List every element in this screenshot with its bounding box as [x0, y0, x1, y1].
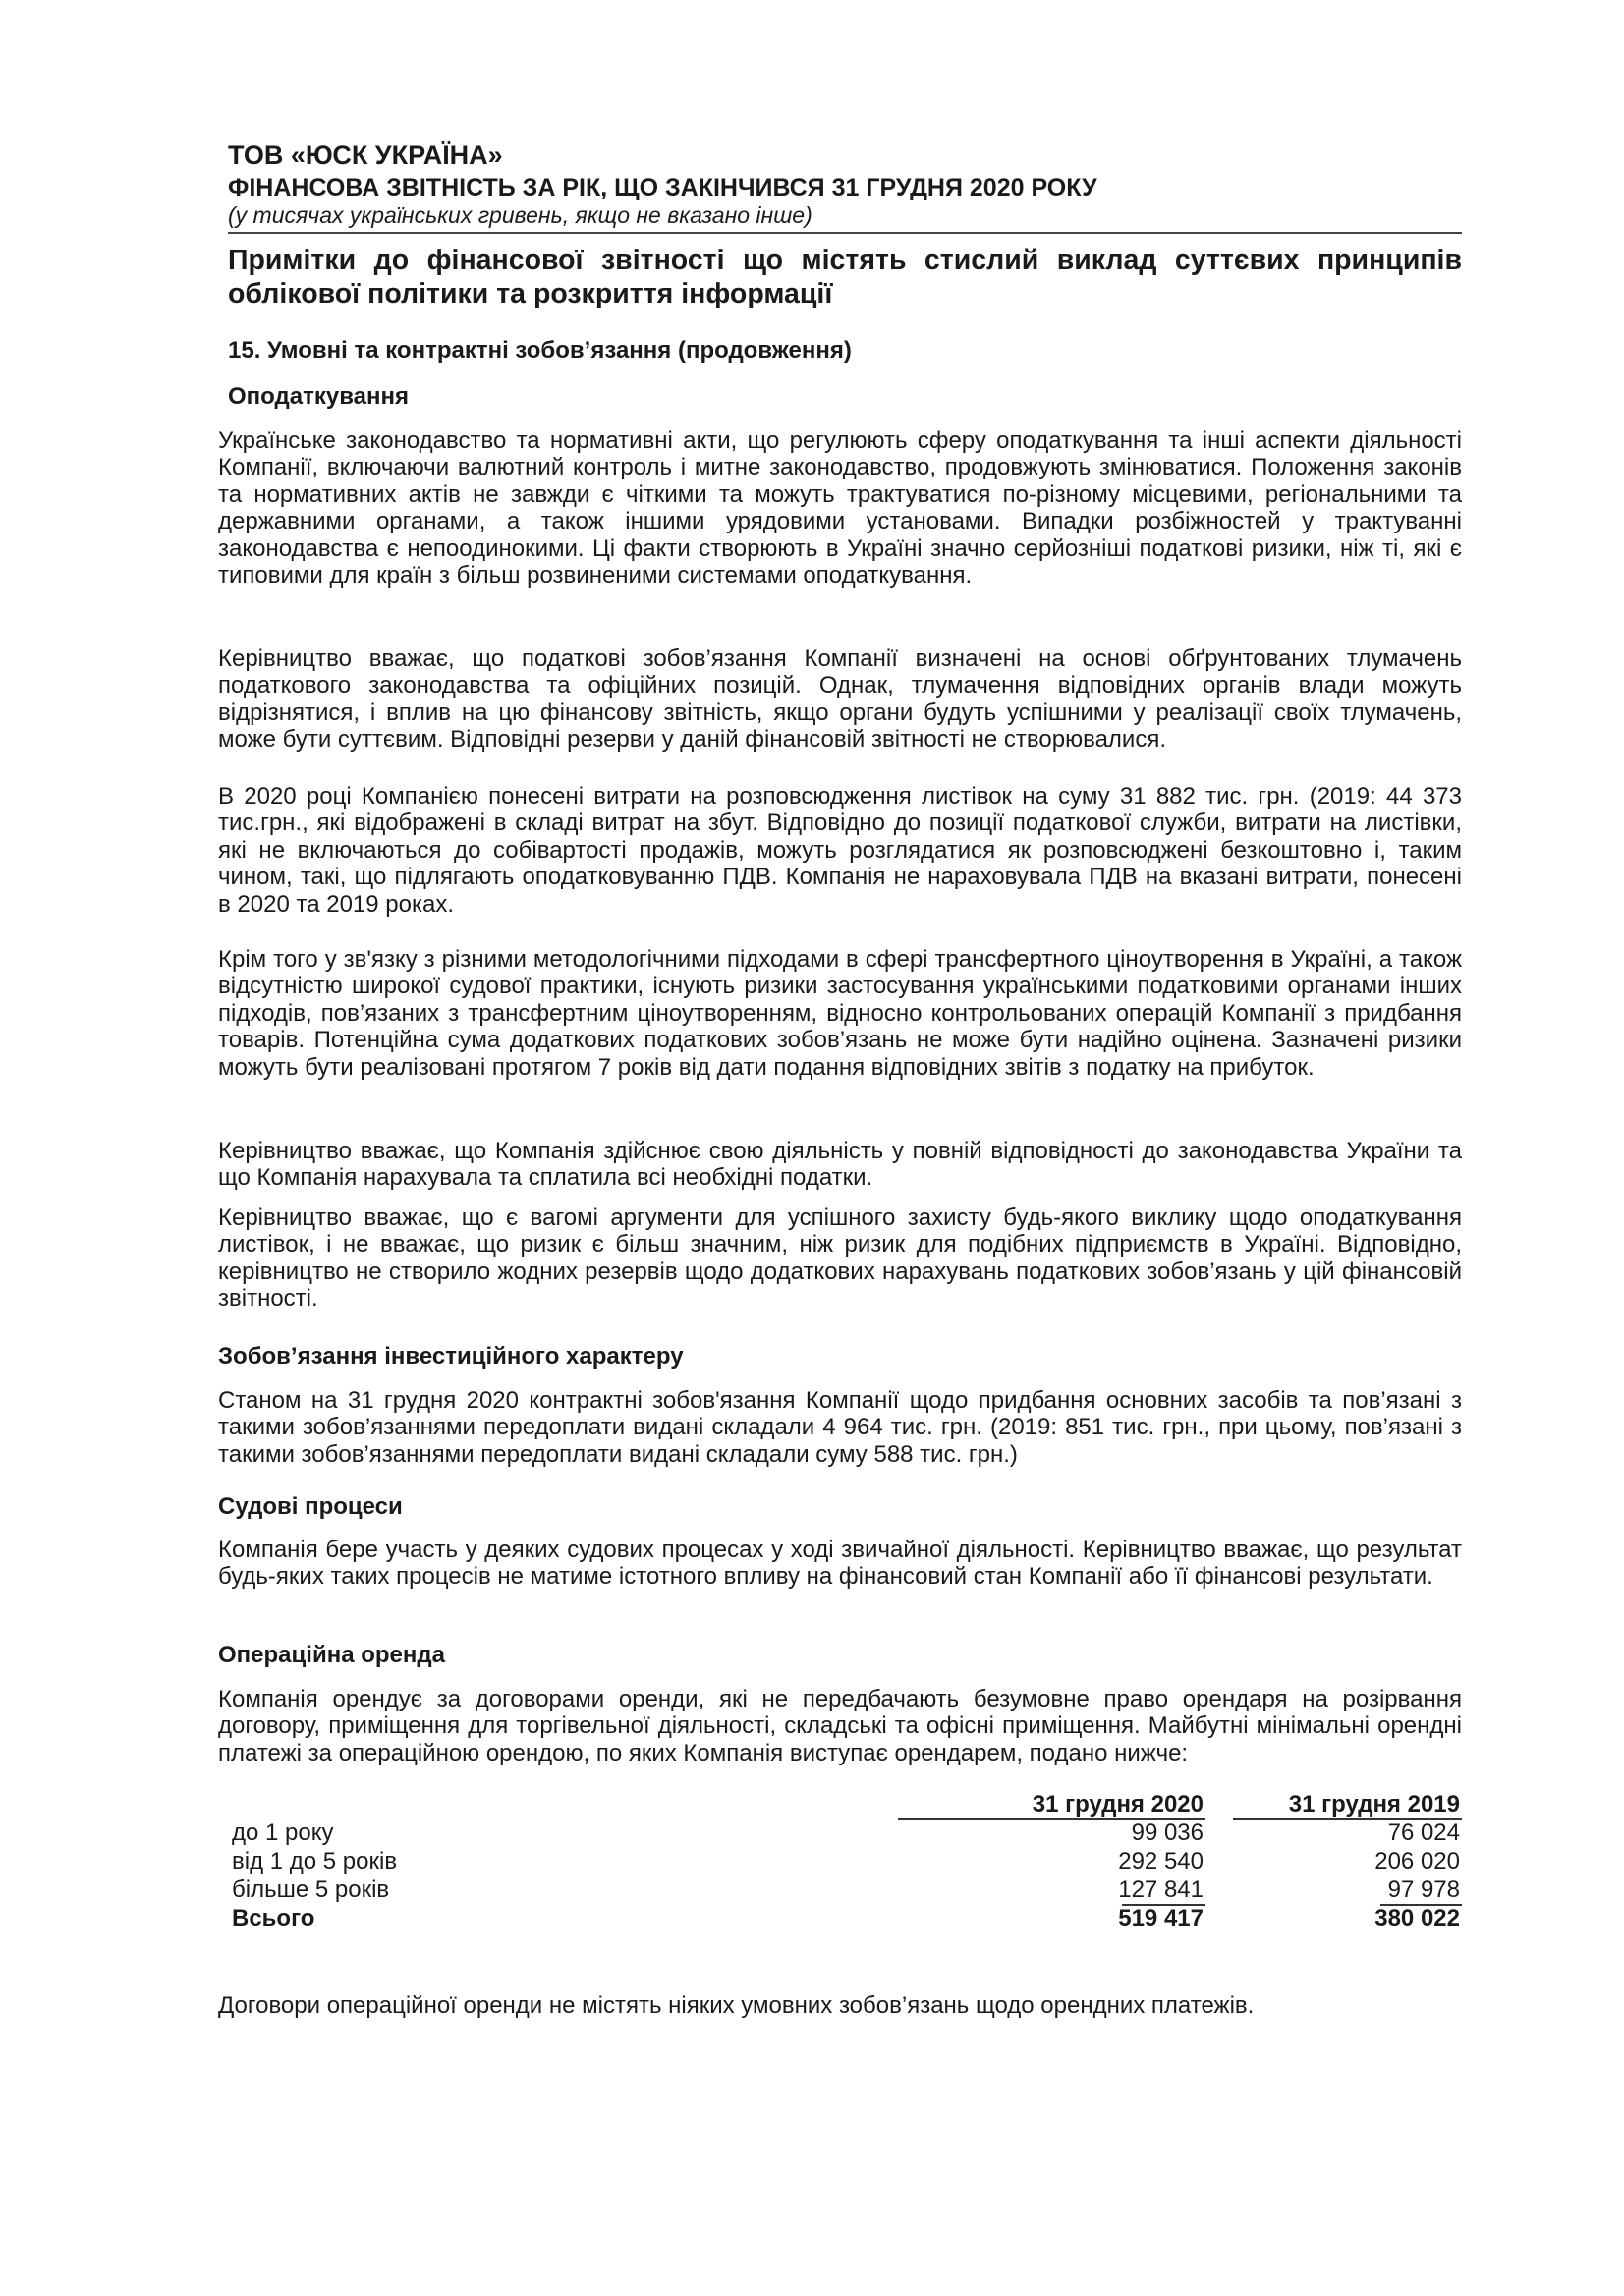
table-row [218, 1876, 1462, 1904]
litigation-heading: Судові процеси [218, 1493, 403, 1520]
column-header-2019: 31 грудня 2019 [1288, 1791, 1460, 1818]
total-value-2020: 519 417 [1118, 1905, 1204, 1932]
column-header-2020: 31 грудня 2020 [1032, 1791, 1204, 1818]
total-label: Всього [232, 1905, 315, 1932]
taxation-paragraph-4: Крім того у зв'язку з різними методологічними підходами в сфері трансфертного ціноутворення в Україні, а також відсутністю широкої судової практики, існують ризики застосування українськими податковими органами інших підходів, пов’язаних з трансфертним ціноутворенням, відносно контрольованих операцій Компанії з придбання товарів. Потенційна сума додаткових податкових зобов’язань не може бути надійно оцінена. Зазначені ризики можуть бути реалізовані протягом 7 років від дати подання відповідних звітів з податку на прибуток. [218, 946, 1462, 1081]
row-value-2020: 127 841 [1118, 1876, 1204, 1903]
notes-title: Примітки до фінансової звітності що містять стислий виклад суттєвих принципів облікової політики та розкриття інформації [228, 245, 1462, 309]
taxation-paragraph-3: В 2020 році Компанією понесені витрати на розповсюдження листівок на суму 31 882 тис. грн. (2019: 44 373 тис.грн., які відображені в складі витрат на збут. Відповідно до позиції податкової служби, витрати на листівки, які не включаються до собівартості продажів, можуть розглядатися як розповсюджені безкоштовно і, таким чином, такі, що підлягають оподатковуванню ПДВ. Компанія не нараховувала ПДВ на вказані витрати, понесені в 2020 та 2019 роках. [218, 783, 1462, 918]
table-row [218, 1847, 1462, 1876]
investment-paragraph: Станом на 31 грудня 2020 контрактні зобов'язання Компанії щодо придбання основних засобів та пов’язані з такими зобов’язаннями передоплати видані складали 4 964 тис. грн. (2019: 851 тис. грн., при цьому, пов’язані з такими зобов’язаннями передоплати видані складали суму 588 тис. грн.) [218, 1387, 1462, 1468]
operating-lease-paragraph: Компанія орендує за договорами оренди, які не передбачають безумовне право орендаря на розірвання договору, приміщення для торгівельної діяльності, складські та офісні приміщення. Майбутні мінімальні орендні платежі за операційною орендою, по яких Компанія виступає орендарем, подано нижче: [218, 1686, 1462, 1766]
row-value-2019: 97 978 [1387, 1876, 1460, 1903]
company-name: ТОВ «ЮСК УКРАЇНА» [228, 140, 503, 170]
table-row [218, 1819, 1462, 1847]
section-title: 15. Умовні та контрактні зобов’язання (продовження) [228, 337, 852, 364]
taxation-paragraph-2: Керівництво вважає, що податкові зобов’язання Компанії визначені на основі обґрунтованих тлумачень податкового законодавства та офіційних позицій. Однак, тлумачення відповідних органів влади можуть відрізнятися, і вплив на цю фінансову звітність, якщо органи будуть успішними у реалізації своїх тлумачень, може бути суттєвим. Відповідні резерви у даній фінансовій звітності не створювалися. [218, 645, 1462, 754]
investment-heading: Зобов’язання інвестиційного характеру [218, 1343, 684, 1370]
row-label: більше 5 років [232, 1876, 390, 1903]
operating-lease-heading: Операційна оренда [218, 1642, 445, 1668]
row-value-2020: 292 540 [1118, 1848, 1204, 1875]
total-value-2019: 380 022 [1374, 1905, 1460, 1932]
taxation-paragraph-6: Керівництво вважає, що є вагомі аргументи для успішного захисту будь-якого виклику щодо оподаткування листівок, і не вважає, що ризик є більш значним, ніж ризик для подібних підприємств в Україні. Відповідно, керівництво не створило жодних резервів щодо додаткових нарахувань податкових зобов’язань у цій фінансовій звітності. [218, 1204, 1462, 1313]
taxation-paragraph-1: Українське законодавство та нормативні акти, що регулюють сферу оподаткування та інші аспекти діяльності Компанії, включаючи валютний контроль і митне законодавство, продовжують змінюватися. Положення законів та нормативних актів не завжди є чіткими та можуть трактуватися по-різному місцевими, регіональними та державними органами, а також іншими урядовими установами. Випадки розбіжностей у трактуванні законодавства є непоодинокими. Ці факти створюють в Україні значно серйозніші податкові ризики, ніж ті, які є типовими для країн з більш розвиненими системами оподаткування. [218, 427, 1462, 589]
litigation-paragraph: Компанія бере участь у деяких судових процесах у ході звичайної діяльності. Керівництво вважає, що результат будь-яких таких процесів не матиме істотного впливу на фінансовий стан Компанії або її фінансові результати. [218, 1537, 1462, 1591]
row-value-2019: 206 020 [1374, 1848, 1460, 1875]
taxation-heading: Оподаткування [228, 383, 409, 410]
units-note: (у тисячах українських гривень, якщо не вказано інше) [228, 202, 812, 228]
taxation-paragraph-5: Керівництво вважає, що Компанія здійснює свою діяльність у повній відповідності до законодавства України та що Компанія нарахувала та сплатила всі необхідні податки. [218, 1138, 1462, 1192]
table-header-row [218, 1790, 1462, 1819]
row-value-2019: 76 024 [1387, 1820, 1460, 1846]
operating-lease-closing: Договори операційної оренди не містять ніяких умовних зобов’язань щодо орендних платежів. [218, 1992, 1255, 2019]
table-total-row [218, 1904, 1462, 1932]
row-label: до 1 року [232, 1820, 334, 1846]
header-divider [228, 232, 1462, 234]
row-label: від 1 до 5 років [232, 1848, 398, 1875]
row-value-2020: 99 036 [1131, 1820, 1204, 1846]
report-title: ФІНАНСОВА ЗВІТНІСТЬ ЗА РІК, ЩО ЗАКІНЧИВСЯ 31 ГРУДНЯ 2020 РОКУ [228, 174, 1097, 201]
lease-payments-table [218, 1790, 1462, 1932]
